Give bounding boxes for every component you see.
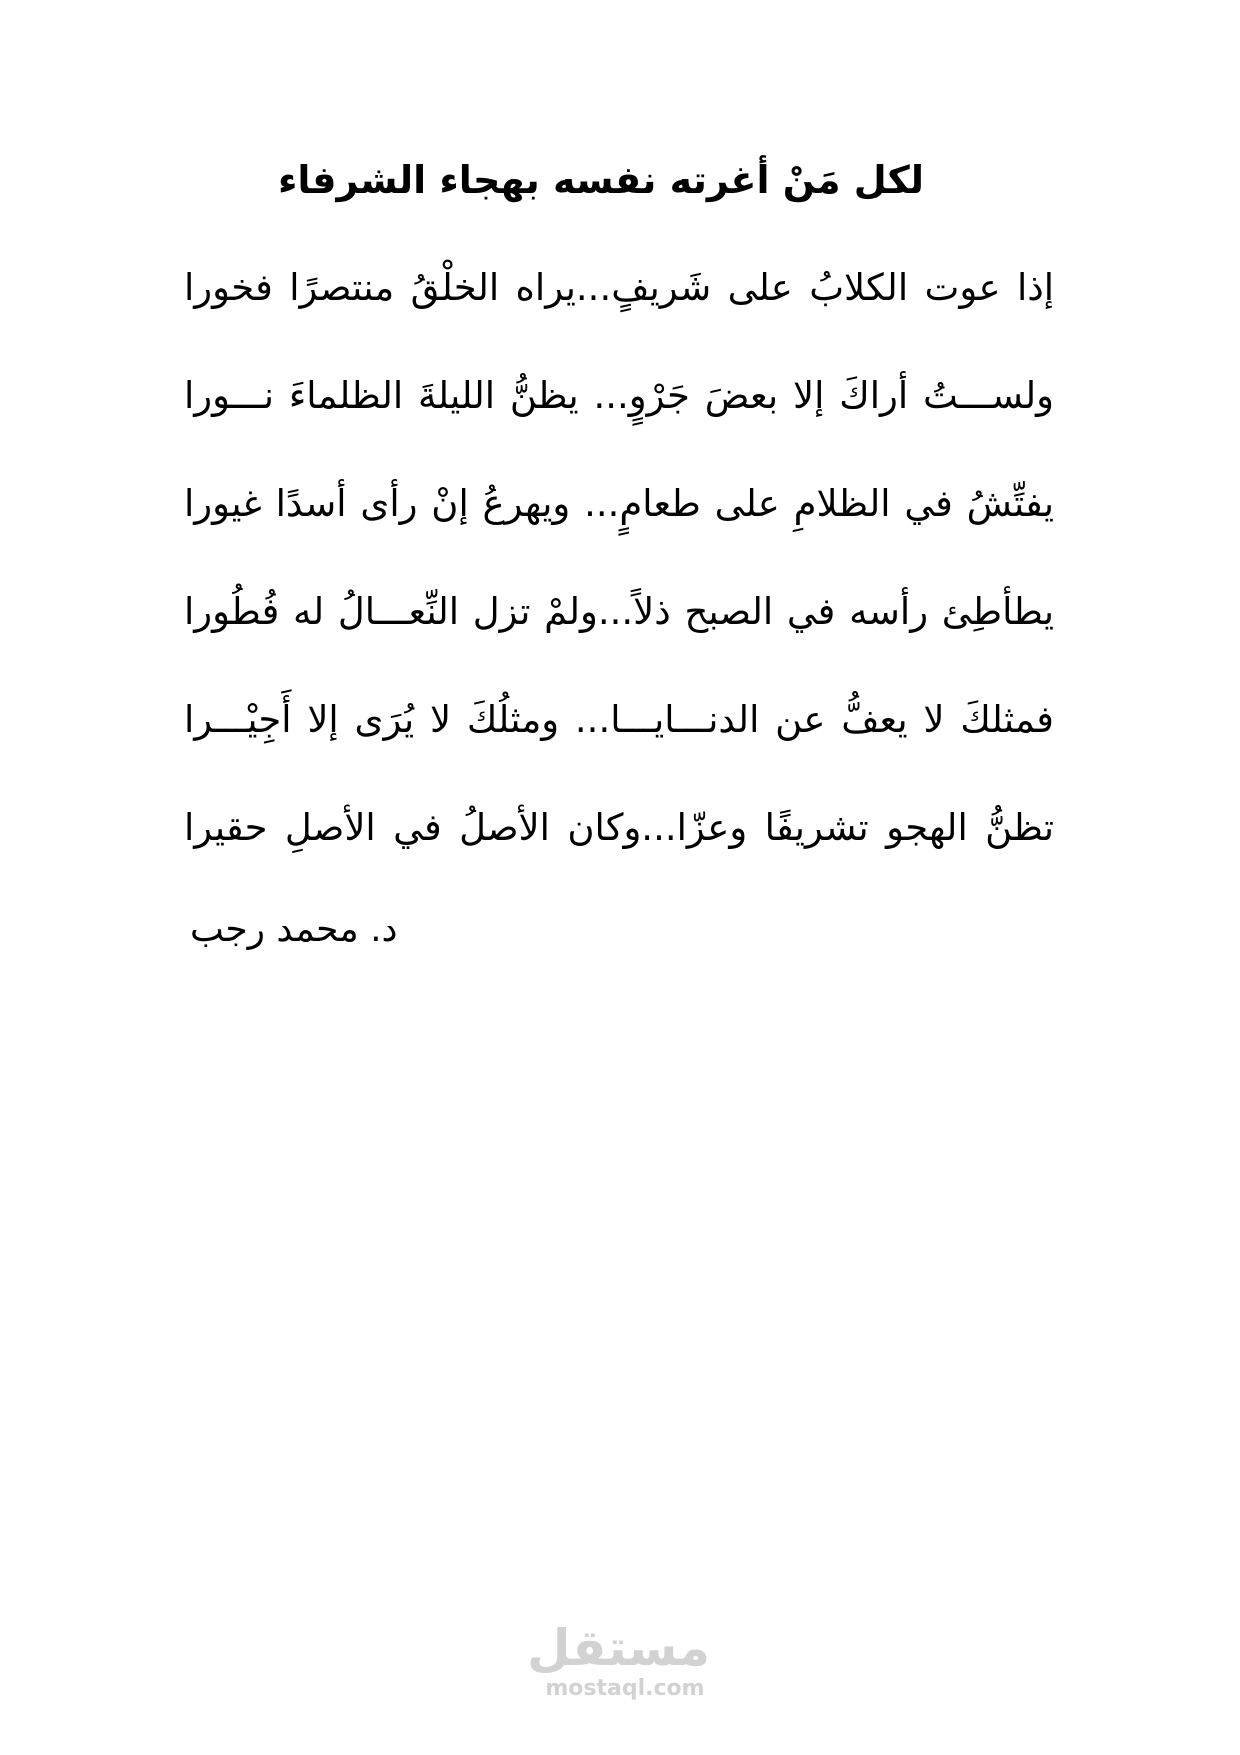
verse-line: إذا عوت الكلابُ على شَريفٍ...يراه الخلْقُ منتصرًا فخورا — [184, 266, 1054, 309]
author-signature: د. محمد رجب — [190, 909, 398, 950]
verse-line: يفتِّشُ في الظلامِ على طعامٍ... ويهرعُ إنْ رأى أسدًا غيورا — [184, 482, 1054, 525]
watermark-url: mostaql.com — [545, 1676, 705, 1701]
poem-title: لكل مَنْ أغرته نفسه بهجاء الشرفاء — [277, 158, 924, 202]
watermark-logo: مستقل — [527, 1619, 710, 1677]
mostaql-watermark — [527, 1619, 710, 1702]
verse-line: تظنُّ الهجو تشريفًا وعزّا...وكان الأصلُ في الأصلِ حقيرا — [184, 806, 1054, 849]
verse-line: ولســـتُ أراكَ إلا بعضَ جَرْوٍ... يظنُّ الليلةَ الظلماءَ نـــورا — [184, 374, 1054, 417]
verse-line: يطأطِئ رأسه في الصبح ذلاً...ولمْ تزل النِّعـــالُ له فُطُورا — [184, 590, 1054, 633]
poem-verses — [184, 258, 1054, 906]
verse-line: فمثلكَ لا يعفُّ عن الدنـــايـــا... ومثلُكَ لا يُرَى إلا أَجِيْـــرا — [184, 698, 1054, 741]
